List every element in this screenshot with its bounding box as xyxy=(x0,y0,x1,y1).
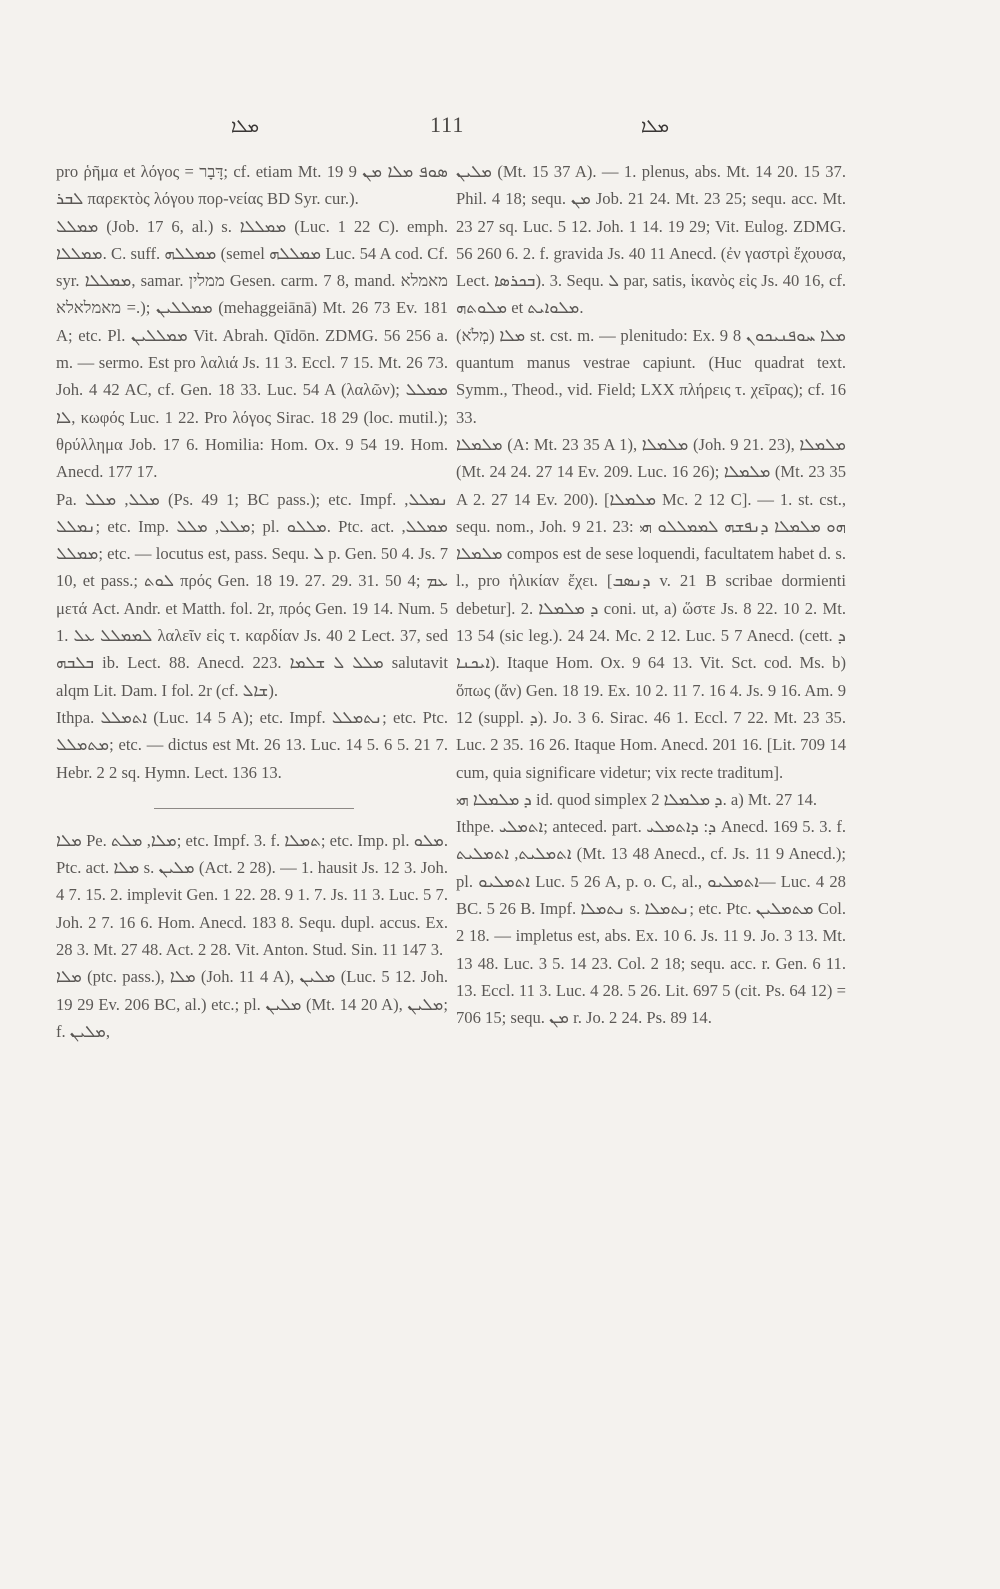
running-header xyxy=(0,112,1000,152)
entry-paragraph: Ithpe. ܐܬܡܠܝ; anteced. part. ܕ: ܕܐܬܡܠܝ Anecd. 169 5. 3. f. ܐܬܡܠܝܬ, ܐܬܡܠܝܬ (Mt. 13 48 Anecd., cf. Js. 11 9 Anecd.); pl. ܐܬܡܠܝܘ Luc. 5 26 A, p. o. C, al., ܐܬܡܠܝܘ— Luc. 4 28 BC. 5 26 B. Impf. ܢܬܡܠܐ s. ܢܬܡܠܐ; etc. Ptc. ܡܬܡܠܝܢ Col. 2 18. — impletus est, abs. Ex. 10 6. Js. 11 9. Jo. 3 13. Mt. 13 48. Luc. 3 5. 14 23. Col. 2 18; sequ. acc. r. Gen. 6 11. 13. Eccl. 11 3. Luc. 4 28. 5 26. Lit. 697 5 (cit. Ps. 64 12) = 706 15; sequ. ܡܢ r. Jo. 2 24. Ps. 89 14. xyxy=(456,817,847,1028)
header-keyword-right: ܡܠܐ xyxy=(641,116,670,136)
header-keyword-left: ܡܠܐ xyxy=(231,116,260,136)
entry-paragraph: pro ῥῆμα et λόγος = דָּבָר; cf. etiam Mt. 19 9 ܣܘܦ ܡܠܐ ܡܢ ܠܒܪ παρεκτὸς λόγου πορ-νείας BD Syr. cur.). xyxy=(56,162,448,209)
entry-paragraph: Pa. ܡܠܠ, ܡܠܠ (Ps. 49 1; BC pass.); etc. Impf. ܢܡܠܠ, ܢܡܠܠ; etc. Imp. ܡܠܠ, ܡܠܠ; pl. ܡܠܠܘ. Ptc. act. ܡܡܠܠ, ܡܡܠܠ; etc. — locutus est, pass. Sequ. ܠ p. Gen. 50 4. Js. 7 10, et pass.; ܠܘܬ πρός Gen. 18 19. 27. 29. 31. 50 4; ܥܡ μετά Act. Andr. et Matth. fol. 2r, πρός Gen. 19 14. Num. 5 1. ܠܡܡܠܠ ܥܠ λαλεῖν εἰς τ. καρδίαν Js. 40 2 Lect. 37, sed ܒܠܒܗ ib. Lect. 88. Anecd. 223. ܡܠܠ ܠ ܫܠܡܐ salutavit alqm Lit. Dam. I fol. 2r (cf. ܫܐܠ). xyxy=(56,489,449,700)
entry-paragraph: ܡܠܐ (ptc. pass.), ܡܠܐ (Joh. 11 4 A), ܡܠܝܢ (Luc. 5 12. Joh. 19 29 Ev. 206 BC, al.) etc.; pl. ܡܠܝܢ (Mt. 14 20 A), ܡܠܝܢ; f. ܡܠܝܢ, xyxy=(56,967,449,1041)
entry-paragraph: ܡܠܝܢ (Mt. 15 37 A). — 1. plenus, abs. Mt. 14 20. 15 37. Phil. 4 18; sequ. ܡܢ Job. 21 24. Mt. 23 25; sequ. acc. Mt. 23 27 sq. Luc. 5 12. Joh. 1 14. 19 29; Vit. Eulog. ZDMG. 56 260 6. 2. f. gravida Js. 40 11 Anecd. (ἐν γαστρὶ ἔχουσα, Lect. ܒܟܪܣܐ). 3. Sequ. ܠ par, satis, ἱκανὸς εἰς Js. 40 16, cf. ܡܠܘܬܗ et ܡܠܘܐܝܬ. xyxy=(456,162,846,318)
entry-paragraph: ܡܠܐ Pe. ܡܠܐ, ܡܠܬ; etc. Impf. 3. f. ܬܡܠܐ; etc. Imp. pl. ܡܠܘ. Ptc. act. ܡܠܐ s. ܡܠܝܢ (Act. 2 28). — 1. hausit Js. 12 3. Joh. 4 7. 15. 2. implevit Gen. 1 22. 28. 9 1. 7. Js. 11 3. Luc. 5 7. Joh. 2 7. 16 6. Hom. Anecd. 183 8. Sequ. dupl. accus. Ex. 28 3. Mt. 27 48. Act. 2 28. Vit. Anton. Stud. Sin. 11 147 3. xyxy=(56,830,448,960)
entry-paragraph: Ithpa. ܐܬܡܠܠ (Luc. 14 5 A); etc. Impf. ܢܬܡܠܠ; etc. Ptc. ܡܬܡܠܠ; etc. — dictus est Mt. 26 13. Luc. 14 5. 6 5. 21 7. Hebr. 2 2 sq. Hymn. Lect. 136 13. xyxy=(56,707,448,782)
entry-paragraph: ܡܠܡܠܐ (A: Mt. 23 35 A 1), ܡܠܡܠܐ (Joh. 9 21. 23), ܡܠܡܠܐ (Mt. 24 24. 27 14 Ev. 209. Luc. 16 26); ܡܠܡܠܐ (Mt. 23 35 A 2. 27 14 Ev. 200). [ܡܠܡܠܐ Mc. 2 12 C]. — 1. st. cst., sequ. nom., Joh. 9 21. 23: ܗܘ ܡܠܡܠܐ ܕܢܦܫܗ ܠܡܡܠܠܘ ܗܝ ܡܠܡܠܐ compos est de sese loquendi, facultatem habet d. s. l., pro ἡλικίαν ἔχει. [ܕܢܣܒ v. 21 B scribae dormienti debetur]. 2. ܕ ܡܠܡܠܐ coni. ut, a) ὥστε Js. 8 22. 10 2. Mt. 13 54 (sic leg.). 24 24. Mc. 2 12. Luc. 5 7 Anecd. (cett. ܕ ܐܝܟܢܐ). Itaque Hom. Ox. 9 64 13. Vit. Sct. cod. Ms. b) ὅπως (ἄν) Gen. 18 19. Ex. 10 2. 11 7. 16 4. Js. 9 16. Am. 9 12 (suppl. ܕ). Jo. 3 6. Sirac. 46 1. Eccl. 7 22. Mt. 23 35. Luc. 2 35. 16 26. Itaque Hom. Anecd. 201 16. [Lit. 709 14 cum, quia significare videtur; vix recte traditum]. xyxy=(456,434,847,782)
right-column xyxy=(456,158,846,1032)
page-number: 111 xyxy=(430,112,465,137)
entry-paragraph: ܡܡܠܠ (Job. 17 6, al.) s. ܡܡܠܠܐ (Luc. 1 22 C). emph. ܡܡܠܠܐ. C. suff. ܡܡܠܠܗ (semel ܡܡܠܠܗ Luc. 54 A cod. Cf. syr. ܡܡܠܠܐ, samar. ממלין Gesen. carm. 7 8, mand. מאמלא = מאמלאלא.); ܡܡܠܠܝܢ (mehaggeiānā) Mt. 26 73 Ev. 181 A; etc. Pl. ܡܡܠܠܝܢ Vit. Abrah. Qīdōn. ZDMG. 56 256 a. m. — sermo. Est pro λαλιά Js. 11 3. Eccl. 7 15. Mt. 26 73. Joh. 4 42 AC, cf. Gen. 18 33. Luc. 54 A (λαλῶν); ܡܡܠܠ ܠܐ, κωφός Luc. 1 22. Pro λόγος Sirac. 18 29 (loc. mutil.); θρύλλημα Job. 17 6. Homilia: Hom. Ox. 9 54 19. Hom. Anecd. 177 17. xyxy=(56,216,449,482)
entry-paragraph: ܕ ܡܠܡܠܐ ܗܝ id. quod simplex ܕ ܡܠܡܠܐ 2. a) Mt. 27 14. xyxy=(456,789,818,809)
left-column xyxy=(56,158,448,1045)
entry-paragraph: ܡܠܐ (מְלֹא) st. cst. m. — plenitudo: Ex. 9 8 ܡܠܐ ܚܘܦܢܝܟܘܢ quantum manus vestrae capiunt. (Huc quadrat text. Symm., Theod., vid. Field; LXX πλήρεις τ. χεῖρας); cf. 16 33. xyxy=(456,325,847,427)
entry-divider xyxy=(154,808,354,809)
